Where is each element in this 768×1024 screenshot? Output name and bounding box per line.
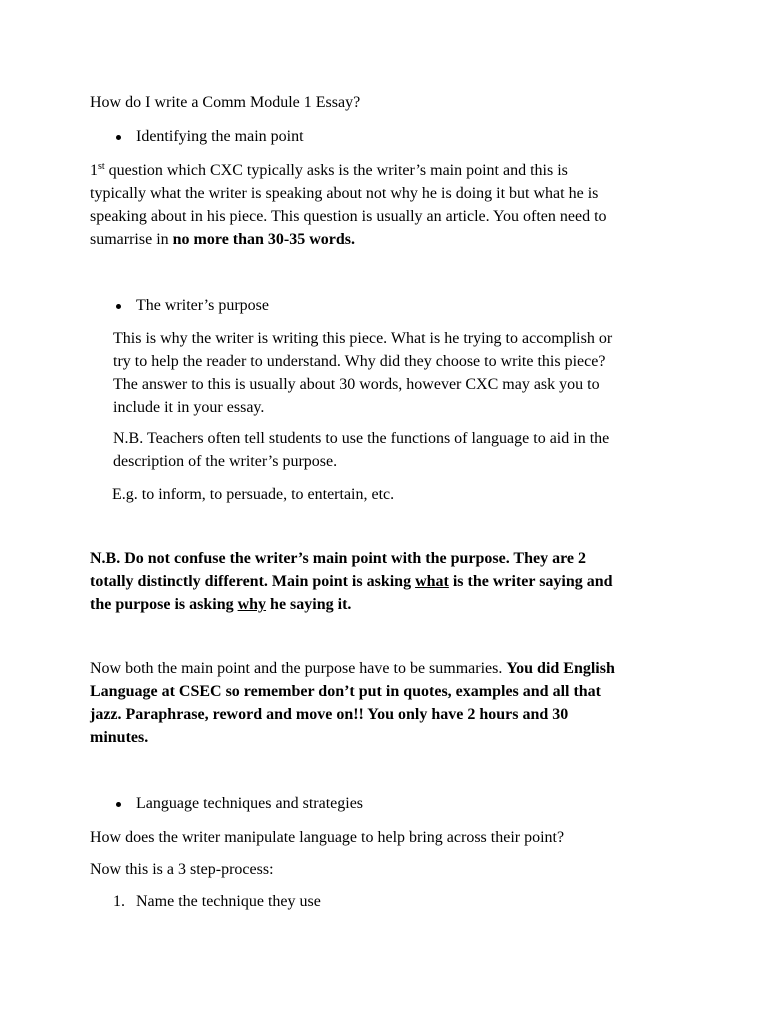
paragraph-line: sumarrise in no more than 30-35 words. [90, 231, 356, 248]
section-heading-purpose: The writer’s purpose [136, 297, 269, 314]
list-number: 1. [113, 893, 125, 910]
note-line: the purpose is asking why he saying it. [90, 596, 352, 613]
paragraph-line: 1st question which CXC typically asks is the writer’s main point and this is [90, 161, 568, 179]
paragraph-line: N.B. Teachers often tell students to use the functions of language to aid in the [113, 430, 610, 447]
section-heading-main-point: Identifying the main point [136, 128, 304, 145]
paragraph-line: minutes. [90, 729, 149, 746]
paragraph-line: jazz. Paraphrase, reword and move on!! You only have 2 hours and 30 [90, 706, 569, 723]
paragraph-line: Now both the main point and the purpose have to be summaries. You did English [90, 660, 615, 677]
paragraph-line: Language at CSEC so remember don’t put in quotes, examples and all that [90, 683, 602, 700]
paragraph-line: typically what the writer is speaking about not why he is doing it but what he is [90, 185, 599, 202]
bullet-icon [116, 135, 121, 140]
paragraph-line: speaking about in his piece. This question is usually an article. You often need to [90, 208, 607, 225]
example-line: E.g. to inform, to persuade, to entertain, etc. [112, 486, 395, 503]
paragraph-line: This is why the writer is writing this piece. What is he trying to accomplish or [113, 330, 613, 347]
paragraph-line: Now this is a 3 step-process: [90, 861, 274, 878]
paragraph-line: How does the writer manipulate language to help bring across their point? [90, 829, 565, 846]
paragraph-line: try to help the reader to understand. Why did they choose to write this piece? [113, 353, 606, 370]
note-line: totally distinctly different. Main point is asking what is the writer saying and [90, 573, 613, 590]
bullet-icon [116, 304, 121, 309]
paragraph-line: include it in your essay. [113, 399, 265, 416]
paragraph-line: The answer to this is usually about 30 words, however CXC may ask you to [113, 376, 600, 393]
paragraph-line: description of the writer’s purpose. [113, 453, 338, 470]
note-line: N.B. Do not confuse the writer’s main point with the purpose. They are 2 [90, 550, 586, 567]
section-heading-language: Language techniques and strategies [136, 795, 364, 812]
bullet-icon [116, 802, 121, 807]
document-title: How do I write a Comm Module 1 Essay? [90, 94, 361, 111]
list-item: Name the technique they use [136, 893, 321, 910]
